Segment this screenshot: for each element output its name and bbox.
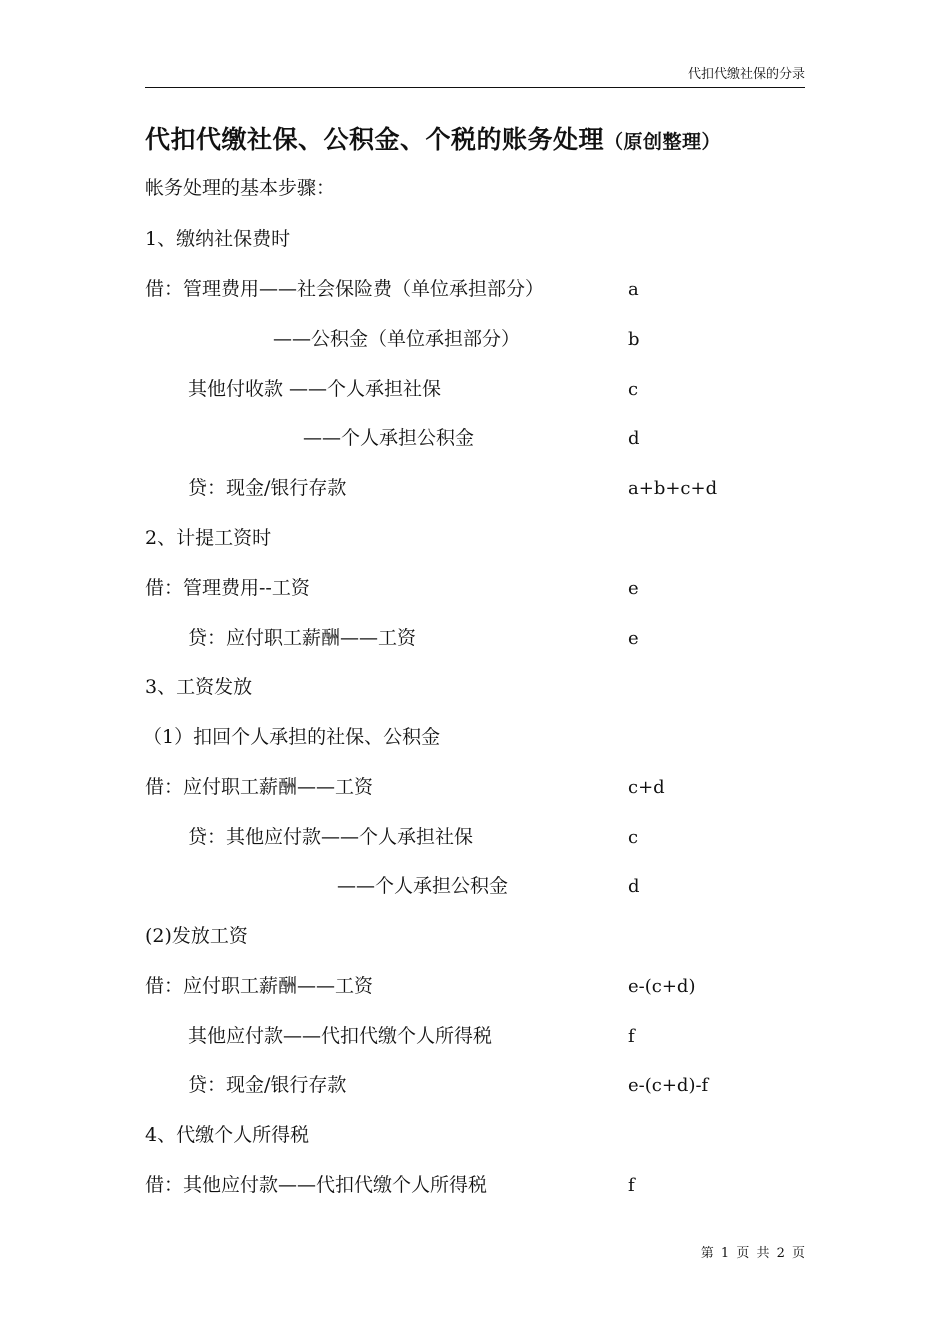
entry-amount: f	[628, 1026, 635, 1047]
entry-amount: f	[628, 1175, 635, 1196]
document-title	[145, 122, 721, 160]
entry-amount: e	[628, 628, 639, 649]
entry-line: 贷：现金/银行存款	[188, 477, 347, 499]
entry-line: 借：管理费用--工资	[145, 577, 310, 599]
entry-line: 借：应付职工薪酬——工资	[145, 776, 374, 798]
entry-amount: d	[628, 428, 640, 449]
entry-amount: e-(c+d)-f	[628, 1075, 709, 1096]
page-footer: 第 1 页 共 2 页	[700, 1246, 805, 1261]
intro-line: 帐务处理的基本步骤：	[145, 177, 336, 199]
entry-line: 借：应付职工薪酬——工资	[145, 975, 374, 997]
section-heading: 1、缴纳社保费时	[145, 228, 291, 250]
section-heading: 4、代缴个人所得税	[145, 1124, 310, 1146]
entry-line: 借：其他应付款——代扣代缴个人所得税	[145, 1174, 488, 1196]
entry-line: 借：管理费用——社会保险费（单位承担部分）	[145, 278, 545, 300]
entry-amount: b	[628, 329, 640, 350]
subsection-heading: （1）扣回个人承担的社保、公积金	[143, 726, 441, 748]
entry-line: 其他付收款 ——个人承担社保	[188, 378, 442, 400]
subsection-heading: (2)发放工资	[145, 925, 248, 947]
entry-amount: c+d	[628, 777, 665, 798]
entry-line: ——个人承担公积金	[337, 875, 509, 897]
section-heading: 2、计提工资时	[145, 527, 272, 549]
entry-line: 贷：其他应付款——个人承担社保	[188, 826, 474, 848]
title-parenthetical: （原创整理）	[604, 131, 722, 153]
entry-amount: a	[628, 279, 639, 300]
title-main: 代扣代缴社保、公积金、个税的账务处理	[145, 125, 605, 154]
entry-line: 贷：应付职工薪酬——工资	[188, 627, 417, 649]
header-text: 代扣代缴社保的分录	[687, 67, 805, 82]
entry-amount: c	[628, 827, 639, 848]
entry-amount: d	[628, 876, 640, 897]
entry-line: 贷：现金/银行存款	[188, 1074, 347, 1096]
entry-amount: e-(c+d)	[628, 976, 696, 997]
entry-amount: e	[628, 578, 639, 599]
section-heading: 3、工资发放	[145, 676, 253, 698]
header-divider	[145, 87, 805, 88]
entry-line: 其他应付款——代扣代缴个人所得税	[188, 1025, 493, 1047]
entry-line: ——公积金（单位承担部分）	[273, 328, 521, 350]
entry-amount: a+b+c+d	[628, 478, 718, 499]
entry-amount: c	[628, 379, 639, 400]
entry-line: ——个人承担公积金	[303, 427, 475, 449]
